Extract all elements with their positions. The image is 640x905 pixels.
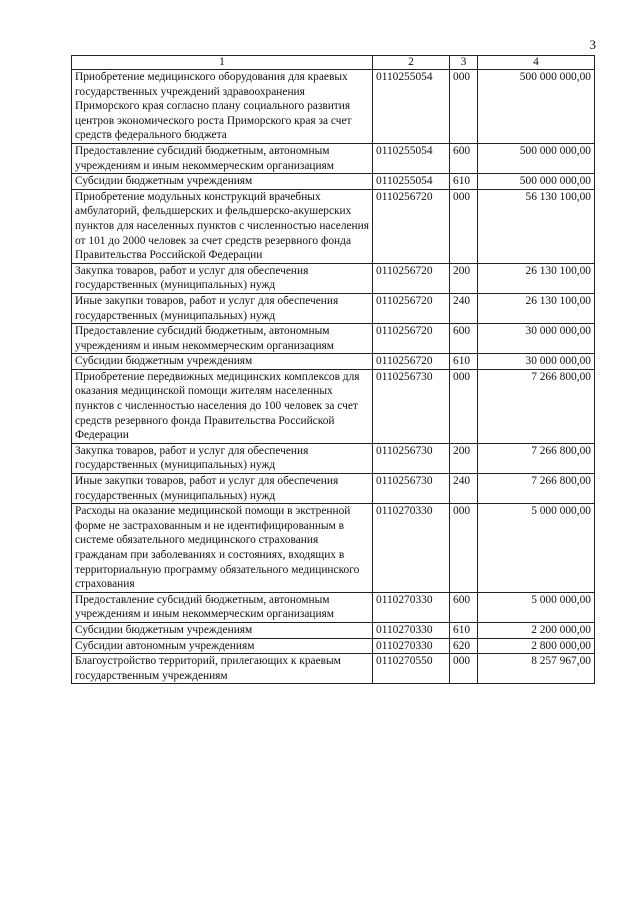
expense-name-cell: Приобретение передвижных медицинских комплексов для оказания медицинской помощи жителям населенных пунктов с численностью населения до 100 человек за счет средств резервного фонда Правительства Российской Федерации xyxy=(72,369,373,443)
table-row xyxy=(72,654,595,684)
target-code-cell: 0110256720 xyxy=(373,263,450,293)
amount-cell: 5 000 000,00 xyxy=(478,504,595,593)
amount-cell: 7 266 800,00 xyxy=(478,443,595,473)
amount-cell: 500 000 000,00 xyxy=(478,70,595,144)
table-row xyxy=(72,70,595,144)
target-code-cell: 0110256720 xyxy=(373,354,450,370)
target-code-cell: 0110270330 xyxy=(373,504,450,593)
expense-type-cell: 000 xyxy=(450,369,478,443)
target-code-cell: 0110270330 xyxy=(373,622,450,638)
header-col-2: 2 xyxy=(373,56,450,70)
expense-name-cell: Субсидии бюджетным учреждениям xyxy=(72,174,373,190)
expense-name-cell: Субсидии бюджетным учреждениям xyxy=(72,622,373,638)
expense-type-cell: 600 xyxy=(450,143,478,173)
expense-name-cell: Субсидии автономным учреждениям xyxy=(72,638,373,654)
expense-name-cell: Иные закупки товаров, работ и услуг для обеспечения государственных (муниципальных) нужд xyxy=(72,474,373,504)
expense-type-cell: 240 xyxy=(450,474,478,504)
expense-name-cell: Субсидии бюджетным учреждениям xyxy=(72,354,373,370)
table-row xyxy=(72,143,595,173)
target-code-cell: 0110256720 xyxy=(373,324,450,354)
expense-type-cell: 610 xyxy=(450,354,478,370)
table-row xyxy=(72,354,595,370)
expense-name-cell: Благоустройство территорий, прилегающих к краевым государственным учреждениям xyxy=(72,654,373,684)
expense-type-cell: 200 xyxy=(450,263,478,293)
target-code-cell: 0110256720 xyxy=(373,293,450,323)
amount-cell: 5 000 000,00 xyxy=(478,592,595,622)
amount-cell: 7 266 800,00 xyxy=(478,369,595,443)
expense-name-cell: Предоставление субсидий бюджетным, автономным учреждениям и иным некоммерческим организациям xyxy=(72,592,373,622)
expense-type-cell: 240 xyxy=(450,293,478,323)
target-code-cell: 0110255054 xyxy=(373,174,450,190)
table-row xyxy=(72,293,595,323)
amount-cell: 26 130 100,00 xyxy=(478,293,595,323)
table-row xyxy=(72,592,595,622)
header-col-1: 1 xyxy=(72,56,373,70)
expense-type-cell: 600 xyxy=(450,592,478,622)
amount-cell: 26 130 100,00 xyxy=(478,263,595,293)
amount-cell: 30 000 000,00 xyxy=(478,324,595,354)
target-code-cell: 0110256720 xyxy=(373,189,450,263)
table-row xyxy=(72,638,595,654)
expense-type-cell: 000 xyxy=(450,70,478,144)
expense-type-cell: 610 xyxy=(450,174,478,190)
expense-name-cell: Приобретение модульных конструкций врачебных амбулаторий, фельдшерских и фельдшерско-акушерских пунктов для населенных пунктов с численностью населения от 101 до 2000 человек за счет средств резервного фонда Правительства Российской Федерации xyxy=(72,189,373,263)
amount-cell: 7 266 800,00 xyxy=(478,474,595,504)
table-row xyxy=(72,324,595,354)
target-code-cell: 0110255054 xyxy=(373,143,450,173)
expense-name-cell: Предоставление субсидий бюджетным, автономным учреждениям и иным некоммерческим организациям xyxy=(72,324,373,354)
table-body xyxy=(72,70,595,684)
table-row xyxy=(72,443,595,473)
expense-type-cell: 600 xyxy=(450,324,478,354)
table-row xyxy=(72,174,595,190)
table-row xyxy=(72,189,595,263)
header-row xyxy=(72,56,595,70)
table-row xyxy=(72,622,595,638)
amount-cell: 2 800 000,00 xyxy=(478,638,595,654)
expense-type-cell: 200 xyxy=(450,443,478,473)
target-code-cell: 0110256730 xyxy=(373,369,450,443)
target-code-cell: 0110270330 xyxy=(373,638,450,654)
expense-type-cell: 000 xyxy=(450,189,478,263)
table-row xyxy=(72,263,595,293)
expense-name-cell: Иные закупки товаров, работ и услуг для обеспечения государственных (муниципальных) нужд xyxy=(72,293,373,323)
expense-type-cell: 000 xyxy=(450,504,478,593)
budget-table xyxy=(71,55,595,684)
expense-name-cell: Расходы на оказание медицинской помощи в экстренной форме не застрахованным и не идентифицированным в системе обязательного медицинского страхования гражданам при заболеваниях и состояниях, входящих в территориальную программу обязательного медицинского страхования xyxy=(72,504,373,593)
table-row xyxy=(72,474,595,504)
expense-name-cell: Приобретение медицинского оборудования для краевых государственных учреждений здравоохранения Приморского края согласно плану социального развития центров экономического роста Приморского края за счет средств федерального бюджета xyxy=(72,70,373,144)
amount-cell: 56 130 100,00 xyxy=(478,189,595,263)
table-row xyxy=(72,369,595,443)
target-code-cell: 0110270330 xyxy=(373,592,450,622)
target-code-cell: 0110256730 xyxy=(373,474,450,504)
expense-type-cell: 610 xyxy=(450,622,478,638)
expense-name-cell: Закупка товаров, работ и услуг для обеспечения государственных (муниципальных) нужд xyxy=(72,443,373,473)
expense-type-cell: 000 xyxy=(450,654,478,684)
target-code-cell: 0110255054 xyxy=(373,70,450,144)
header-col-3: 3 xyxy=(450,56,478,70)
amount-cell: 8 257 967,00 xyxy=(478,654,595,684)
amount-cell: 30 000 000,00 xyxy=(478,354,595,370)
amount-cell: 500 000 000,00 xyxy=(478,174,595,190)
target-code-cell: 0110256730 xyxy=(373,443,450,473)
header-col-4: 4 xyxy=(478,56,595,70)
table-row xyxy=(72,504,595,593)
expense-name-cell: Предоставление субсидий бюджетным, автономным учреждениям и иным некоммерческим организациям xyxy=(72,143,373,173)
target-code-cell: 0110270550 xyxy=(373,654,450,684)
amount-cell: 500 000 000,00 xyxy=(478,143,595,173)
expense-name-cell: Закупка товаров, работ и услуг для обеспечения государственных (муниципальных) нужд xyxy=(72,263,373,293)
amount-cell: 2 200 000,00 xyxy=(478,622,595,638)
page-number: 3 xyxy=(589,37,596,52)
table-header xyxy=(72,56,595,70)
expense-type-cell: 620 xyxy=(450,638,478,654)
